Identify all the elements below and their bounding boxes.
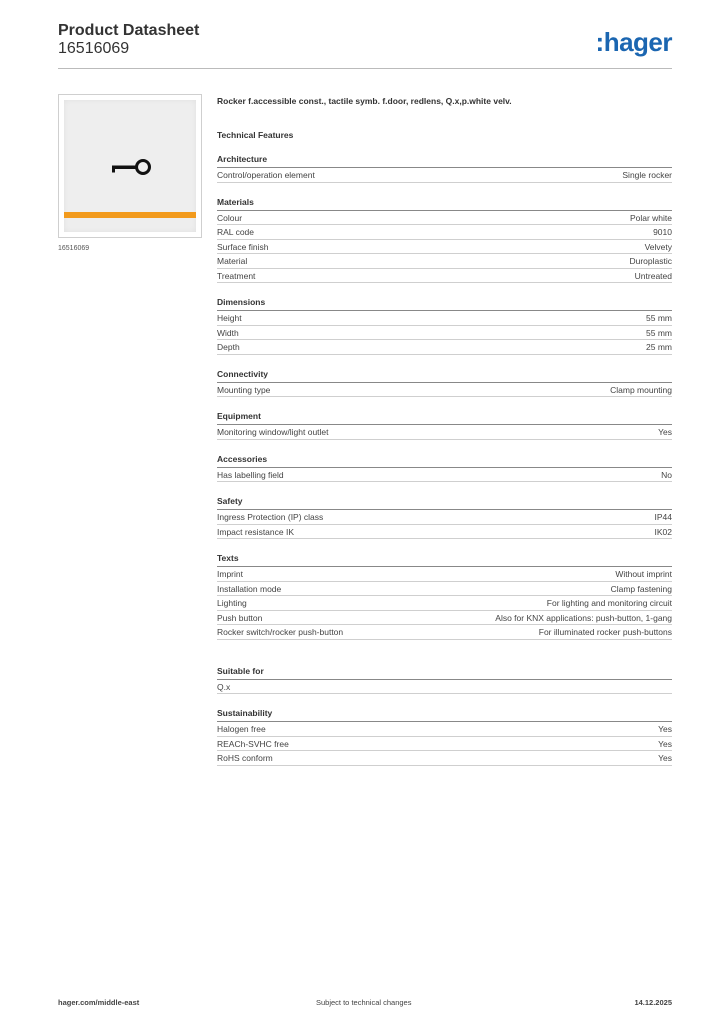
spec-label: Surface finish: [217, 241, 269, 252]
spec-row: [217, 525, 672, 540]
spec-label: Treatment: [217, 270, 256, 281]
spec-label: Control/operation element: [217, 170, 315, 180]
spec-value: Single rocker: [622, 170, 672, 180]
spec-row: [217, 326, 672, 341]
spec-label: Colour: [217, 212, 243, 223]
spec-label: Ingress Protection (IP) class: [217, 512, 324, 522]
header-divider: [58, 68, 672, 69]
section-title: Materials: [217, 197, 672, 211]
section-title: Texts: [217, 553, 672, 567]
footer-date: 14.12.2025: [634, 998, 672, 1007]
spec-section: [217, 553, 672, 640]
hager-logo: :hager: [595, 27, 672, 57]
spec-row: [217, 625, 672, 640]
spec-row: [217, 680, 672, 695]
spec-value: Clamp mounting: [610, 384, 672, 395]
spec-value: Duroplastic: [629, 256, 672, 266]
product-description: Rocker f.accessible const., tactile symb. f.door, redlens, Q.x,p.white velv.: [217, 96, 512, 106]
spec-value: Clamp fastening: [610, 583, 672, 594]
spec-label: Rocker switch/rocker push-button: [217, 627, 344, 637]
spec-label: Push button: [217, 612, 263, 623]
spec-label: Lighting: [217, 598, 247, 608]
spec-section: [217, 496, 672, 539]
section-title: Safety: [217, 496, 672, 510]
spec-row: [217, 751, 672, 766]
spec-row: [217, 269, 672, 284]
image-caption: 16516069: [58, 245, 90, 252]
spec-value: IP44: [654, 512, 672, 522]
spec-value: 25 mm: [646, 342, 672, 352]
spec-label: Width: [217, 327, 239, 338]
spec-row: [217, 211, 672, 226]
spec-label: Mounting type: [217, 384, 271, 395]
spec-sections: [217, 154, 672, 766]
spec-row: [217, 425, 672, 440]
light-lens: [64, 212, 196, 218]
spec-section: [217, 411, 672, 440]
spec-value: Yes: [658, 753, 672, 763]
spec-section: [217, 666, 672, 695]
spec-row: [217, 311, 672, 326]
spec-value: For lighting and monitoring circuit: [546, 598, 672, 608]
spec-value: Yes: [658, 724, 672, 734]
spec-section: [217, 708, 672, 766]
spec-value: IK02: [654, 526, 672, 537]
spec-value: 55 mm: [646, 313, 672, 323]
product-image: [58, 94, 202, 238]
section-title: Connectivity: [217, 369, 672, 383]
technical-features-title: Technical Features: [217, 130, 294, 140]
article-number: 16516069: [58, 40, 130, 57]
section-title: Accessories: [217, 454, 672, 468]
spec-row: [217, 240, 672, 255]
page-title: Product Datasheet: [58, 22, 200, 39]
section-title: Dimensions: [217, 297, 672, 311]
spec-row: [217, 582, 672, 597]
header: [58, 22, 199, 58]
section-title: Architecture: [217, 154, 672, 168]
spec-row: [217, 340, 672, 355]
spec-row: [217, 722, 672, 737]
spec-label: Material: [217, 256, 248, 266]
spec-content: [217, 96, 672, 766]
spec-value: Yes: [658, 738, 672, 749]
spec-label: Has labelling field: [217, 469, 284, 480]
spec-section: [217, 297, 672, 355]
spec-value: 55 mm: [646, 327, 672, 338]
section-title: Sustainability: [217, 708, 672, 722]
footer-website[interactable]: hager.com/middle-east: [58, 998, 140, 1007]
spec-label: Height: [217, 313, 242, 323]
spec-value: Untreated: [634, 270, 672, 281]
key-icon: [104, 156, 154, 178]
spec-row: [217, 510, 672, 525]
spec-row: [217, 611, 672, 626]
spec-section: [217, 154, 672, 183]
spec-value: Polar white: [629, 212, 672, 223]
footer-disclaimer: Subject to technical changes: [316, 998, 412, 1007]
spec-label: Depth: [217, 342, 240, 352]
spec-label: Installation mode: [217, 583, 282, 594]
spec-label: Imprint: [217, 569, 243, 579]
spec-row: [217, 596, 672, 611]
spec-row: [217, 468, 672, 483]
spec-label: RoHS conform: [217, 753, 273, 763]
spec-row: [217, 383, 672, 398]
spec-label: Q.x: [217, 681, 231, 692]
spec-row: [217, 737, 672, 752]
spec-value: Without imprint: [615, 569, 672, 579]
spec-value: Also for KNX applications: push-button, 1-gang: [495, 612, 672, 623]
spec-value: Yes: [658, 427, 672, 437]
spec-value: Velvety: [644, 241, 672, 252]
section-title: Equipment: [217, 411, 672, 425]
spec-value: 9010: [653, 227, 672, 237]
spec-label: REACh-SVHC free: [217, 738, 289, 749]
section-title: Suitable for: [217, 666, 672, 680]
spec-section: [217, 369, 672, 398]
spec-row: [217, 254, 672, 269]
spec-row: [217, 567, 672, 582]
spec-label: Impact resistance IK: [217, 526, 295, 537]
spec-section: [217, 197, 672, 284]
spec-section: [217, 454, 672, 483]
spec-row: [217, 225, 672, 240]
spec-value: For illuminated rocker push-buttons: [538, 627, 672, 637]
spec-value: No: [661, 469, 672, 480]
spec-label: RAL code: [217, 227, 255, 237]
spec-label: Monitoring window/light outlet: [217, 427, 329, 437]
spec-label: Halogen free: [217, 724, 266, 734]
spec-row: [217, 168, 672, 183]
rocker-image: [64, 100, 196, 232]
